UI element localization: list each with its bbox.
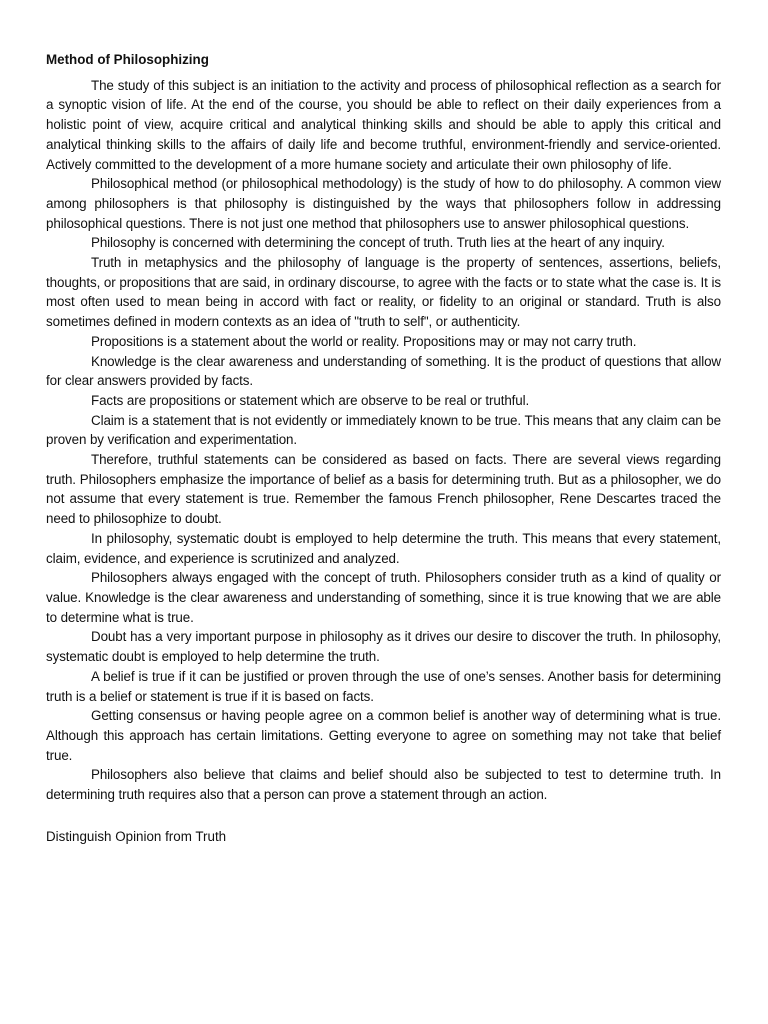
paragraph-3: Philosophy is concerned with determining the concept of truth. Truth lies at the heart of any inquiry. xyxy=(91,235,665,251)
document-title: Method of Philosophizing xyxy=(46,52,209,67)
document-body xyxy=(46,76,721,805)
paragraph-14: Getting consensus or having people agree on a common belief is another way of determining what is true. Although this approach has certain limitations. Getting everyone to agree on something may not take that belief true. xyxy=(46,708,721,763)
paragraph-10: In philosophy, systematic doubt is employed to help determine the truth. This means that every statement, claim, evidence, and experience is scrutinized and analyzed. xyxy=(46,530,721,566)
paragraph-2: Philosophical method (or philosophical methodology) is the study of how to do philosophy. A common view among philosophers is that philosophy is distinguished by the ways that philosophers follow in addressing philosophical questions. There is not just one method that philosophers use to answer philosophical questions. xyxy=(46,176,721,231)
paragraph-4: Truth in metaphysics and the philosophy of language is the property of sentences, assertions, beliefs, thoughts, or propositions that are said, in ordinary discourse, to agree with the facts or to state what the case is. It is most often used to mean being in accord with fact or reality, or fidelity to an original or standard. Truth is also sometimes defined in modern contexts as an idea of "truth to self", or authenticity. xyxy=(46,255,721,330)
paragraph-13: A belief is true if it can be justified or proven through the use of one’s senses. Another basis for determining truth is a belief or statement is true if it is based on facts. xyxy=(46,668,721,704)
paragraph-8: Claim is a statement that is not evidently or immediately known to be true. This means that any claim can be proven by verification and experimentation. xyxy=(46,412,721,448)
section-heading-opinion-truth: Distinguish Opinion from Truth xyxy=(46,828,227,844)
paragraph-6: Knowledge is the clear awareness and understanding of something. It is the product of questions that allow for clear answers provided by facts. xyxy=(46,353,721,389)
paragraph-11: Philosophers always engaged with the concept of truth. Philosophers consider truth as a kind of quality or value. Knowledge is the clear awareness and understanding of something, since it is true knowing that we are able to determine what is true. xyxy=(46,570,721,625)
paragraph-15: Philosophers also believe that claims and belief should also be subjected to test to determine truth. In determining truth requires also that a person can prove a statement through an action. xyxy=(46,767,721,803)
paragraph-12: Doubt has a very important purpose in philosophy as it drives our desire to discover the truth. In philosophy, systematic doubt is employed to help determine the truth. xyxy=(46,629,721,665)
paragraph-9: Therefore, truthful statements can be considered as based on facts. There are several views regarding truth. Philosophers emphasize the importance of belief as a basis for determining truth. But as a philosopher, we do not assume that every statement is true. Remember the famous French philosopher, Rene Descartes traced the need to philosophize to doubt. xyxy=(46,452,721,527)
paragraph-7: Facts are propositions or statement which are observe to be real or truthful. xyxy=(91,392,530,408)
paragraph-1: The study of this subject is an initiation to the activity and process of philosophical reflection as a search for a synoptic vision of life. At the end of the course, you should be able to reflect on their daily experiences from a holistic point of view, acquire critical and analytical thinking skills and should be able to apply this critical and analytical thinking skills to the affairs of daily life and become truthful, environment-friendly and service-oriented. Actively committed to the development of a more humane society and articulate their own philosophy of life. xyxy=(46,77,721,172)
paragraph-5: Propositions is a statement about the world or reality. Propositions may or may not carry truth. xyxy=(91,333,637,349)
